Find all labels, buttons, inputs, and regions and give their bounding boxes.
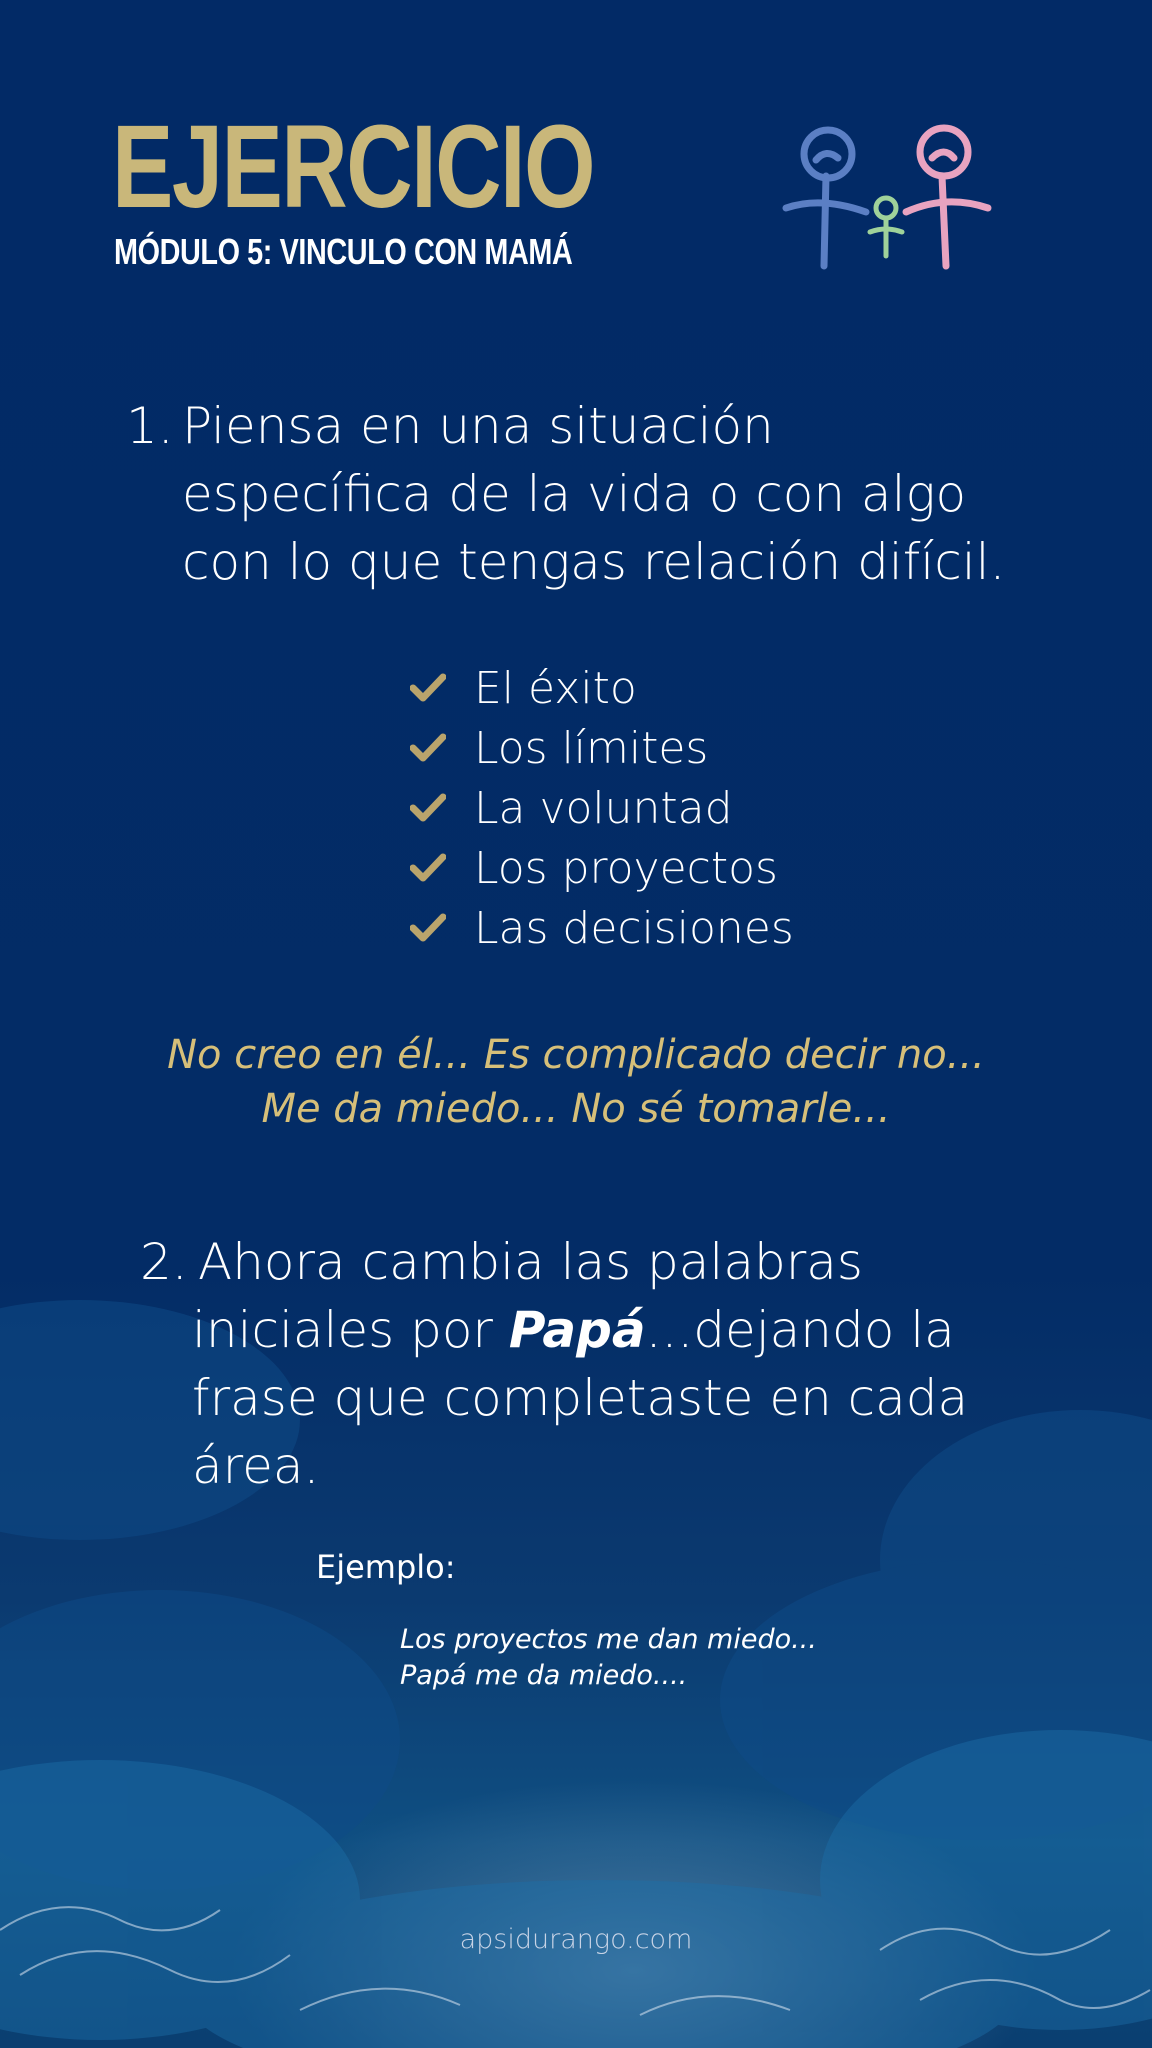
checklist-item-label: El éxito (474, 662, 637, 714)
step-two-line-2-end: ...dejando la (645, 1301, 955, 1359)
checklist-item (410, 898, 794, 958)
checklist-item-label: Los límites (474, 722, 709, 774)
step-two-line-4: área. (192, 1437, 320, 1495)
checkmark-icon (410, 850, 446, 886)
papa-emphasis: Papá (508, 1301, 646, 1359)
example-line-2: Papá me da miedo.... (400, 1660, 688, 1691)
checkmark-icon (410, 670, 446, 706)
example-line-1: Los proyectos me dan miedo... (400, 1624, 817, 1655)
step-one-number: 1. (126, 397, 174, 455)
family-figures-icon (766, 116, 1006, 276)
step-one (126, 392, 1056, 596)
checkmark-icon (410, 730, 446, 766)
step-two-line-2-start: iniciales por (192, 1301, 509, 1359)
step-one-line-3: con lo que tengas relación difícil. (182, 533, 1006, 591)
module-subtitle: MÓDULO 5: VINCULO CON MAMÁ (114, 231, 573, 272)
checklist-item-label: Los proyectos (474, 842, 778, 894)
exercise-title: EJERCICIO (112, 101, 595, 233)
step-two-line-3: frase que completaste en cada (192, 1369, 969, 1427)
step-one-line-2: específica de la vida o con algo (182, 465, 967, 523)
step-one-line-1: Piensa en una situación (182, 397, 774, 455)
checklist-item (410, 778, 794, 838)
step-two-number: 2. (140, 1233, 188, 1291)
life-areas-checklist (410, 658, 794, 958)
checkmark-icon (410, 790, 446, 826)
example-phrases-line-2: Me da miedo... No sé tomarle... (261, 1086, 891, 1132)
checklist-item-label: La voluntad (474, 782, 733, 834)
example-phrases-line-1: No creo en él... Es complicado decir no... (167, 1032, 985, 1078)
checklist-item-label: Las decisiones (474, 902, 794, 954)
step-two-line-1: Ahora cambia las palabras (198, 1233, 863, 1291)
step-two-line-2 (140, 1296, 1040, 1364)
checkmark-icon (410, 910, 446, 946)
example-label: Ejemplo: (316, 1548, 456, 1586)
website-url[interactable]: apsidurango.com (459, 1924, 693, 1955)
checklist-item (410, 838, 794, 898)
step-two (140, 1228, 1040, 1500)
checklist-item (410, 658, 794, 718)
checklist-item (410, 718, 794, 778)
